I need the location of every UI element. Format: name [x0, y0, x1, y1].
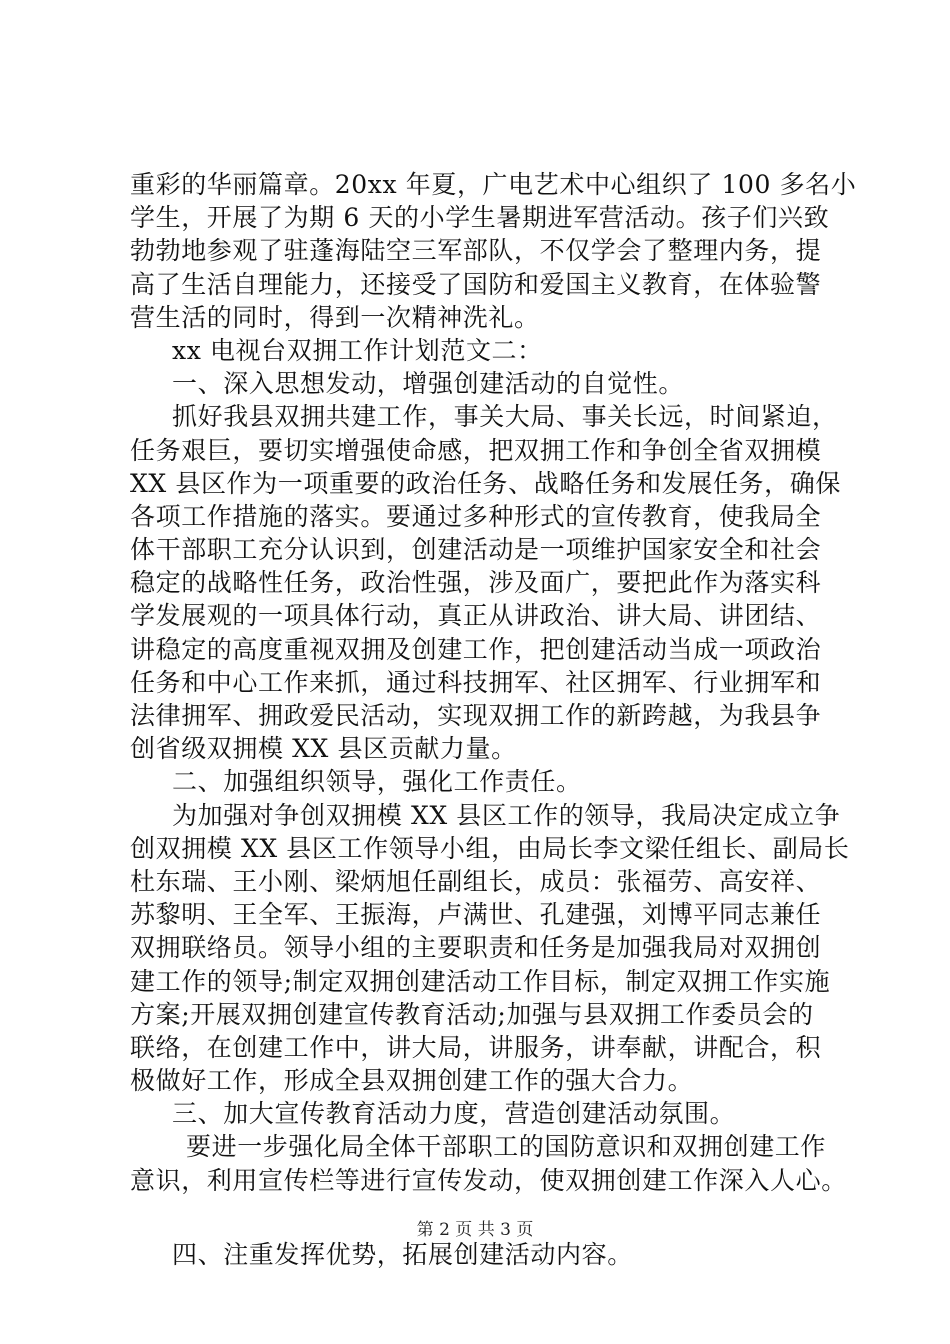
text-line: 营生活的同时，得到一次精神洗礼。 [130, 302, 540, 332]
text-line: 法律拥军、拥政爱民活动，实现双拥工作的新跨越，为我县争 [130, 701, 822, 730]
text-line: 体干部职工充分认识到，创建活动是一项维护国家安全和社会 [130, 535, 822, 565]
section-heading: 二、加强组织领导，强化工作责任。 [172, 767, 582, 797]
text-line: 要进一步强化局全体干部职工的国防意识和双拥创建工作 [186, 1132, 827, 1162]
text-line: 任务艰巨，要切实增强使命感，把双拥工作和争创全省双拥模 [130, 435, 822, 465]
text-line: 为加强对争创双拥模 XX 县区工作的领导，我局决定成立争 [172, 800, 841, 830]
text-line: 意识，利用宣传栏等进行宣传发动，使双拥创建工作深入人心。 [130, 1165, 847, 1195]
text-line: 学生，开展了为期 6 天的小学生暑期进军营活动。孩子们兴致 [130, 203, 830, 233]
text-line: 建工作的领导;制定双拥创建活动工作目标，制定双拥工作实施 [130, 966, 831, 996]
text-line: 任务和中心工作来抓，通过科技拥军、社区拥军、行业拥军和 [130, 667, 822, 697]
section-heading: 四、注重发挥优势，拓展创建活动内容。 [172, 1239, 633, 1269]
page-footer [0, 1215, 950, 1240]
page-indicator: 第 2 页 共 3 页 [416, 1220, 534, 1240]
text-line: 各项工作措施的落实。要通过多种形式的宣传教育，使我局全 [130, 501, 822, 531]
text-line: 杜东瑞、王小刚、梁炳旭任副组长，成员：张福劳、高安祥、 [130, 866, 822, 896]
section-heading: 三、加大宣传教育活动力度，营造创建活动氛围。 [172, 1099, 736, 1129]
text-line: 极做好工作，形成全县双拥创建工作的强大合力。 [130, 1066, 694, 1096]
text-line: 高了生活自理能力，还接受了国防和爱国主义教育，在体验警 [130, 269, 822, 299]
text-line: 稳定的战略性任务，政治性强，涉及面广，要把此作为落实科 [130, 568, 822, 598]
document-body [130, 168, 857, 1271]
section-heading: 一、深入思想发动，增强创建活动的自觉性。 [172, 369, 685, 399]
text-line: 双拥联络员。领导小组的主要职责和任务是加强我局对双拥创 [130, 933, 822, 963]
text-line: 苏黎明、王全军、王振海，卢满世、孔建强，刘博平同志兼任 [130, 900, 822, 930]
text-line: 讲稳定的高度重视双拥及创建工作，把创建活动当成一项政治 [130, 634, 822, 664]
text-line: 创双拥模 XX 县区工作领导小组，由局长李文梁任组长、副局长 [130, 833, 850, 863]
text-line: 学发展观的一项具体行动，真正从讲政治、讲大局、讲团结、 [130, 601, 822, 631]
text-line: 重彩的华丽篇章。20xx 年夏，广电艺术中心组织了 100 多名小 [130, 170, 857, 199]
section-title: xx 电视台双拥工作计划范文二： [172, 335, 543, 365]
text-line: XX 县区作为一项重要的政治任务、战略任务和发展任务，确保 [130, 468, 841, 498]
text-line: 创省级双拥模 XX 县区贡献力量。 [130, 734, 517, 764]
text-line: 抓好我县双拥共建工作，事关大局、事关长远，时间紧迫， [172, 402, 838, 432]
text-line: 联络，在创建工作中，讲大局，讲服务，讲奉献，讲配合，积 [130, 1032, 822, 1062]
text-line: 勃勃地参观了驻蓬海陆空三军部队，不仅学会了整理内务，提 [130, 236, 822, 266]
text-line: 方案;开展双拥创建宣传教育活动;加强与县双拥工作委员会的 [130, 999, 814, 1029]
